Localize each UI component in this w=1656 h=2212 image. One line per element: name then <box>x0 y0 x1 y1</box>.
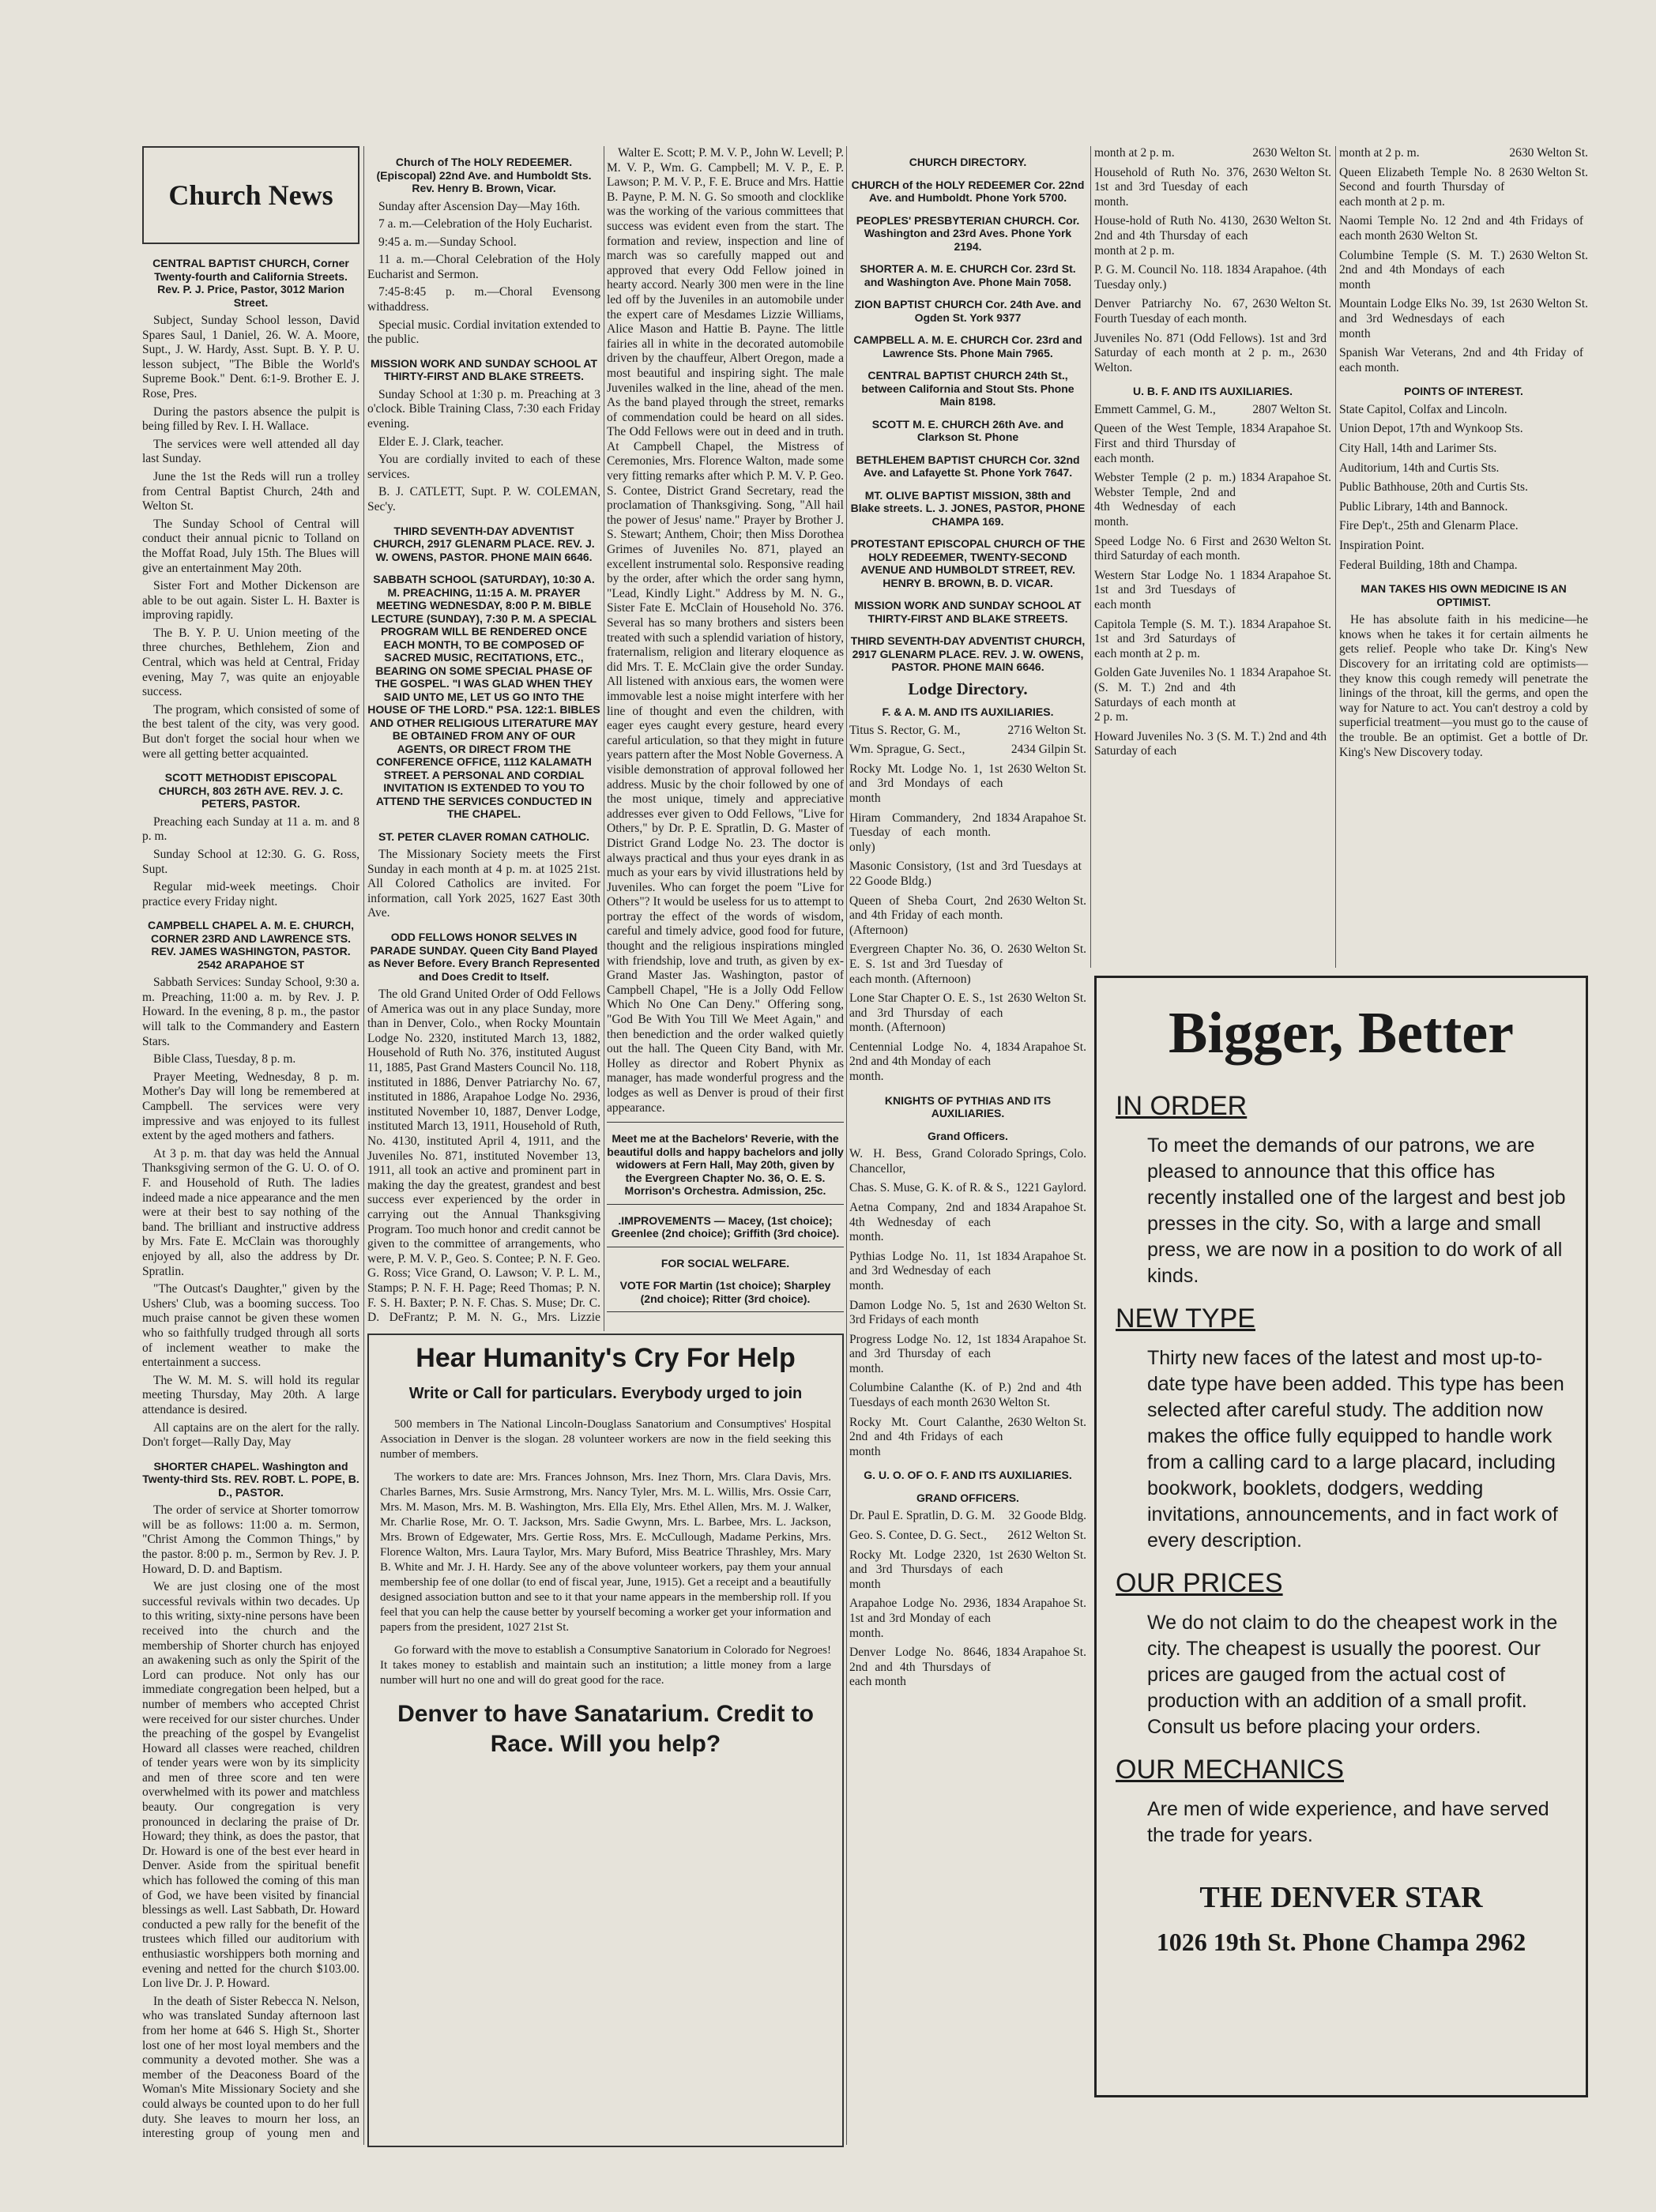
article-heading: PEOPLES' PRESBYTERIAN CHURCH. Cor. Washington and 23rd Aves. Phone York 2194. <box>856 213 1080 253</box>
entry-address: 2807 Welton St. <box>1252 402 1331 416</box>
column-rule <box>1335 146 1336 968</box>
article-heading: MT. OLIVE BAPTIST MISSION, 38th and Blake streets. L. J. JONES, PASTOR, PHONE CHAMPA 169. <box>850 488 1086 528</box>
entry-address: Colorado Springs, Colo. <box>967 1147 1086 1161</box>
entry-name: Hiram Commandery, 2nd Tuesday of each month. only) <box>849 811 992 854</box>
article-heading: SHORTER A. M. E. CHURCH Cor. 23rd St. and Washington Ave. Phone Main 7058. <box>860 262 1076 288</box>
directory-entry <box>1094 263 1331 292</box>
article-paragraph: 11 a. m.—Choral Celebration of the Holy Eucharist and Sermon. <box>367 253 600 281</box>
entry-address: 2630 Welton St. <box>1007 1298 1086 1312</box>
article-paragraph: Preaching each Sunday at 11 a. m. and 8 p. m. <box>142 814 359 844</box>
entry-address <box>1327 263 1331 292</box>
entry-address: 1834 Arapahoe St. <box>995 1646 1086 1660</box>
article-paragraph: The Sunday School of Central will conduct their annual picnic to Tolland on the Moffat Road, July 15th. The Blues will give an entertainment May 20th. <box>142 517 359 575</box>
ad-section-heading: OUR PRICES <box>1116 1568 1283 1598</box>
entry-address <box>1583 442 1588 457</box>
entry-name: Rocky Mt. Lodge 2320, 1st and 3rd Thursdays of each month <box>849 1548 1003 1591</box>
entry-name: Speed Lodge No. 6 First and third Saturday of each month. <box>1094 534 1248 563</box>
directory-entry <box>849 1299 1086 1328</box>
directory-entry <box>849 811 1086 856</box>
directory-entry <box>1094 569 1331 613</box>
entry-name: Inspiration Point. <box>1339 538 1425 552</box>
notice-text: VOTE FOR Martin (1st choice); Sharpley (2nd choice); Ritter (3rd choice). <box>619 1279 831 1305</box>
directory-entry <box>1339 166 1588 210</box>
column-1 <box>142 146 359 2141</box>
article-paragraph: Sunday School at 1:30 p. m. Preaching at 3 o'clock. Bible Training Class, 7:30 each Friday evening. <box>367 387 600 431</box>
column-4 <box>849 146 1086 2137</box>
entry-address <box>1583 559 1588 574</box>
column-rule <box>363 146 364 2145</box>
entry-address: 1834 Arapahoe St. <box>995 1332 1086 1346</box>
entry-name: Western Star Lodge No. 1 1st and 3rd Tuesdays of each month <box>1094 568 1236 611</box>
directory-entry <box>1339 480 1588 495</box>
article-heading: U. B. F. AND ITS AUXILIARIES. <box>1133 385 1293 398</box>
entry-address <box>1583 519 1588 534</box>
entry-name: Household of Ruth No. 376, 1st and 3rd Tuesday of each month. <box>1094 165 1248 209</box>
directory-entry <box>849 1040 1086 1085</box>
entry-address: 1834 Arapahoe St. <box>995 1249 1086 1263</box>
article-paragraph: B. J. CATLETT, Supt. P. W. COLEMAN, Sec'y. <box>367 485 600 514</box>
entry-address <box>1327 332 1331 376</box>
entry-name: Federal Building, 18th and Champa. <box>1339 558 1518 572</box>
article-heading: BETHLEHEM BAPTIST CHURCH Cor. 32nd Ave. and Lafayette St. Phone York 7647. <box>856 453 1080 479</box>
entry-name: Public Library, 14th and Bannock. <box>1339 499 1508 514</box>
entry-name: Howard Juveniles No. 3 (S. M. T.) 2nd and 4th Saturday of each <box>1094 729 1327 758</box>
ad-section-text: Thirty new faces of the latest and most up-to-date type have been added. This type has been selected after careful study. The addition now makes the office fully equipped to handle work from a calling card to a large placard, including bookwork, booklets, dodgers, wedding invitations, announcements, and in fact work of every description. <box>1147 1347 1564 1552</box>
entry-address: 2630 Welton St. <box>1007 1415 1086 1429</box>
entry-name: Columbine Temple (S. M. T.) 2nd and 4th Mondays of each month <box>1339 248 1505 292</box>
article-heading: GRAND OFFICERS. <box>916 1491 1019 1504</box>
article-heading: FOR SOCIAL WELFARE. <box>661 1256 790 1270</box>
directory-entry <box>1339 146 1588 161</box>
directory-entry <box>849 762 1086 807</box>
entry-address <box>1583 422 1588 437</box>
directory-entry <box>849 860 1086 889</box>
entry-name: month at 2 p. m. <box>1094 146 1175 160</box>
article-paragraph: At 3 p. m. that day was held the Annual Thanksgiving sermon of the G. U. O. of O. F. and Household of Ruth. The ladies indeed made a nice appearance and the men were at their best to say nothing of the band. The brilliant and instructive address by Mrs. Fate E. McClain was thoroughly enjoyed by all, also the address by Dr. Spratlin. <box>142 1146 359 1278</box>
ad-section-text: We do not claim to do the cheapest work in the city. The cheapest is usually the poorest. Our prices are gauged from the actual cost of production with an addition of a small profit. Consult us before placing your orders. <box>1147 1612 1558 1738</box>
lodge-directory <box>849 705 1086 1690</box>
directory-entry <box>849 1381 1086 1410</box>
entry-address: 2630 Welton St. <box>1007 893 1086 908</box>
entry-name: Rocky Mt. Lodge No. 1, 1st and 3rd Mondays of each month <box>849 762 1003 805</box>
notice-text: Meet me at the Bachelors' Reverie, with the beautiful dolls and happy bachelors and jolly widowers at Fern Hall, May 20th, given by the Evergreen Chapter No. 36, O. E. S. Morrison's Orchestra. Admission, 25c. <box>607 1132 844 1198</box>
entry-address: 2630 Welton St. <box>1252 534 1331 548</box>
sanatorium-paragraph: The workers to date are: Mrs. Frances Johnson, Mrs. Inez Thorn, Mrs. Clara Davis, Mrs. Charles Barnes, Mrs. Susie Armstrong, Mrs. Nancy Tyler, Mrs. M. L. Willis, Mrs. Ossie Carr, Mrs. M. Mason, Mrs. M. B. Washington, Mrs. Ella Ely, Mrs. Ethel Allen, Mrs. M. J. Walker, Mr. Charlie Rose, Mr. O. T. Jackson, Mrs. Sadie Gwynn, Mrs. L. Barbee, Mrs. L. Jackson, Mrs. Brown of Edgewater, Mrs. Gertie Ross, Mrs. E. McCullough, Madame Perkins, Mrs. Florence Walton, Mrs. Laura Taylor, Mrs. Mary Buford, Miss Beatrice Thrashley, Mrs. Mary B. White and Mr. J. H. Hardy. See any of the above volunteer workers, pay them your annual membership fee of one dollar (to end of fiscal year, June, 1915). Get a receipt and a beautifully designed association button and see to it that your name appears in the membership roll. If you feel that you can help the cause better by yourself becoming a worker get your information and papers from the president, 1027 21st St. <box>380 1471 831 1634</box>
article-heading <box>607 1322 844 1323</box>
entry-name: Titus S. Rector, G. M., <box>849 723 961 737</box>
directory-entry <box>1339 346 1588 375</box>
denver-star-advertisement <box>1094 976 1588 2097</box>
entry-address: 1834 Arapahoe St. <box>995 1200 1086 1214</box>
lodge-directory-title: Lodge Directory. <box>908 679 1028 698</box>
entry-name: Pythias Lodge No. 11, 1st and 3rd Wednesday of each month. <box>849 1249 992 1292</box>
article-paragraph: Sunday School at 12:30. G. G. Ross, Supt. <box>142 847 359 876</box>
article-paragraph: "The Outcast's Daughter," given by the Ushers' Club, was a booming success. Too much praise cannot be given these women who so faithfully trudged through all sorts of inclement weather to make the entertainment a success. <box>142 1282 359 1370</box>
entry-name: State Capitol, Colfax and Lincoln. <box>1339 402 1507 416</box>
entry-name: Progress Lodge No. 12, 1st and 3rd Thursday of each month. <box>849 1332 992 1375</box>
section-title: Church News <box>168 179 333 211</box>
article-heading: CENTRAL BAPTIST CHURCH, Corner Twenty-fourth and California Streets. Rev. P. J. Price, Pastor, 3012 Marion Street. <box>152 257 349 309</box>
entry-name: Wm. Sprague, G. Sect., <box>849 743 965 757</box>
ad-section-heading: OUR MECHANICS <box>1116 1755 1345 1785</box>
article-heading: ZION BAPTIST CHURCH Cor. 24th Ave. and Ogden St. York 9377 <box>854 298 1082 324</box>
article-paragraph: Sunday after Ascension Day—May 16th. <box>378 199 581 213</box>
article-paragraph: June the 1st the Reds will run a trolley from Central Baptist Church, 24th and Welton St. <box>142 469 359 514</box>
article-paragraph: The B. Y. P. U. Union meeting of the three churches, Bethlehem, Zion and Central, which was held at Central, Friday evening, May 7, was quite an enjoyable success. <box>142 626 359 699</box>
article-heading: CAMPBELL A. M. E. CHURCH Cor. 23rd and Lawrence Sts. Phone Main 7965. <box>853 333 1082 359</box>
sanatorium-footer: Denver to have Sanatarium. Credit to Race. Will you help? <box>397 1701 814 1757</box>
entry-address: 2630 Welton St. <box>1509 248 1588 262</box>
article-paragraph: The W. M. M. S. will hold its regular meeting Thursday, May 20th. A large attendance is desired. <box>142 1373 359 1416</box>
article-paragraph: He has absolute faith in his medicine—he knows when he takes it for certain ailments he gets relief. People who take Dr. King's New Discovery for an irritating cold are optimists—they know this cough remedy will penetrate the linings of the throat, kill the germs, and open the way for Nature to act. You can't destroy a cold by superficial treatment—you must go to the cause of the trouble. Be an optimist. Get a bottle of Dr. King's New Discovery today. <box>1339 613 1588 759</box>
directory-entry <box>1339 461 1588 476</box>
entry-name: Evergreen Chapter No. 36, O. E. S. 1st and 3rd Tuesday of each month. (Afternoon) <box>849 942 1003 986</box>
article-heading: MISSION WORK AND SUNDAY SCHOOL AT THIRTY-FIRST AND BLAKE STREETS. <box>370 356 598 383</box>
entry-name: Spanish War Veterans, 2nd and 4th Friday of each month. <box>1339 346 1583 374</box>
entry-address: 2630 Welton St. <box>1007 942 1086 957</box>
entry-name: Public Bathhouse, 20th and Curtis Sts. <box>1339 480 1528 495</box>
entry-address: 2630 Welton St. <box>1007 1548 1086 1562</box>
entry-name: Arapahoe Lodge No. 2936, 1st and 3rd Monday of each month. <box>849 1597 992 1640</box>
entry-name: Queen Elizabeth Temple No. 8 Second and fourth Thursday of each month at 2 p. m. <box>1339 165 1505 209</box>
divider <box>607 1122 844 1123</box>
ad-section-heading: IN ORDER <box>1116 1091 1248 1121</box>
entry-address: 2630 Welton St. <box>1252 165 1331 179</box>
directory-entry <box>849 1416 1086 1460</box>
article-paragraph: We are just closing one of the most successful revivals within two decades. Up to this writing, sixty-nine persons have been received into the church and the membership of Shorter church has enjoyed an awakening such as only the Spirit of the Lord can produce. Not only has our immediate congregation been helped, but a number of members who accepted Christ were received for our sister churches. Under the preaching of the gospel by Evangelist Howard all classes were reached, children of tender years were won by its simplicity and men of three score and ten were overwhelmed with its power and matchless beauty. Our congregation is very pronounced in declaring the praise of Dr. Howard; they think, as does the pastor, that Dr. Howard is one of the best ever heard in Denver. Aside from the spiritual benefit which has followed the coming of this man of God, we have been visited by financial blessings as well. Last Sabbath, Dr. Howard conducted a pew rally for the benefit of the trustees which filled our auditorium with enthusiastic worshippers both morning and evening and netted for the church $103.00. Lon live Dr. J. P. Howard. <box>142 1580 359 1991</box>
entry-address <box>1082 1381 1086 1410</box>
entry-name: Mountain Lodge Elks No. 39, 1st and 3rd Wednesdays of each month <box>1339 297 1505 340</box>
article-heading: MAN TAKES HIS OWN MEDICINE IS AN OPTIMIST. <box>1361 582 1567 608</box>
article-paragraph: Sabbath Services: Sunday School, 9:30 a. m. Preaching, 11:00 a. m. by Rev. J. P. Howard. In the evening, 8 p. m., the pastor will talk to the Commandery and Eastern Stars. <box>142 976 359 1048</box>
column-3 <box>607 146 844 1323</box>
entry-name: Emmett Cammel, G. M., <box>1094 402 1216 416</box>
article-heading: SCOTT M. E. CHURCH 26th Ave. and Clarkson St. Phone <box>871 417 1064 443</box>
column-5-content <box>1094 146 1331 759</box>
entry-address: 2630 Welton St. <box>1509 146 1588 160</box>
ad-section-heading: NEW TYPE <box>1116 1304 1255 1334</box>
column-rule <box>1090 146 1091 968</box>
article-heading: ST. PETER CLAVER ROMAN CATHOLIC. <box>378 830 590 843</box>
entry-name: Masonic Consistory, (1st and 3rd Tuesdays at 22 Goode Bldg.) <box>849 860 1082 888</box>
directory-entry <box>1339 539 1588 554</box>
directory-entry <box>849 1529 1086 1544</box>
directory-entry <box>1094 146 1331 161</box>
column-6-content <box>1339 146 1588 760</box>
entry-name: month at 2 p. m. <box>1339 146 1420 160</box>
directory-entry <box>1094 618 1331 662</box>
sanatorium-advertisement <box>367 1334 844 2147</box>
entry-name: Auditorium, 14th and Curtis Sts. <box>1339 461 1500 475</box>
article-paragraph: Walter E. Scott; P. M. V. P., John W. Levell; P. M. V. P., Wm. G. Campbell; M. V. P., E. P. Lawson; P. M. V. P., F. E. Bruce and Mrs. Hattie B. Payne, P. M. N. G. So smooth and clocklike was the working of the various committees that success was evident even from the start. The formation and review, inspection and line of march was so carefully mapped out and approved that every Odd Fellow joined in hearty accord. Nearly 300 men were in the line led off by the Juveniles in an automobile under the expert care of Mesdames Lizzie Williams, Alice Mason and Hattie B. Payne. The little fairies all in white in the decorated automobile driven by the chauffeur, Albert Oregon, made a most beautiful and inspiring sight. The male Juveniles walked in the line, ahead of the men. As the band played through the street, remarks of commendation could be heard on all sides. The Odd Fellows were out in deed and in truth. At Campbell Chapel, the Mistress of Ceremonies, Mrs. Florence Walton, made some very fitting remarks after which P. M. V. P. Geo. S. Contee, District Grand Secretary, read the proclamation of Thanksgiving. Song, "All hail the power of Jesus' name." Prayer by Brother J. S. Stewart; Anthem, Choir; then Miss Dorothea Grimes of Juveniles No. 871, played an excellent instrumental solo. Responsive reading by the order, after which the order sang hymn, "Lead, Kindly Light." Address by M. N. G., Sister Fate E. McClain of Household No. 376. Several has so many brothers and sisters been treated with such a splendid variation of history, fraternalism, religion and literary eloquence as did Mrs. T. E. McClain give the order Sunday. All listened with anxious ears, the women were immovable lest a noise might interfere with her line of thought and even the children, with eager eyes caught every gesture, heard every careful articulation, so that they might in future years pattern after the Most Noble Governess. A visible demonstration of approval followed her address. Music by the choir followed by one of the most unique, timely and appreciative addresses ever given to Odd Fellows, "Live for Others," by Dr. P. E. Spratlin, D. G. Master of District Grand Lodge No. 23. The doctor is always practical and thus your eyes drank in as much as your ears by vivid illustrations held by Juveniles. Who can forget the poem "Live for Others"? It would be useless for us to attempt to portray the effect of the words of wisdom, careful and timely advice, good food for future, thought and the religious inspirations mingled with friendship, love and truth, as given by ex-Grand Master Jas. Washington, pastor of Campbell Chapel, "He is a Jolly Odd Fellow Which No One Can Deny." Offering song, "God Be With You Till We Meet Again," and then benediction and the order walked quietly out the hall. The Queen City Band, with Mr. Holley as director and Robert Phynix as manager, has made wonderful progress and the lodges as well as Denver is proud of their first appearance. <box>607 146 844 1115</box>
article-heading: F. & A. M. AND ITS AUXILIARIES. <box>882 705 1054 719</box>
entry-name: Denver Lodge No. 8646, 2nd and 4th Thursdays of each month <box>849 1646 992 1689</box>
article-paragraph: Sister Fort and Mother Dickenson are able to be out again. Sister L. H. Baxter is improving rapidly. <box>142 579 359 623</box>
directory-entry <box>849 1250 1086 1294</box>
entry-name: Juveniles No. 871 (Odd Fellows). 1st and 3rd Saturday of each month at 2 p. m., 2630 Welton. <box>1094 331 1327 374</box>
section-title-box <box>142 146 359 244</box>
directory-entry <box>1339 214 1588 243</box>
directory-entry <box>849 1509 1086 1524</box>
entry-name: Damon Lodge No. 5, 1st and 3rd Fridays of each month <box>849 1298 1003 1327</box>
directory-entry <box>1094 403 1331 418</box>
entry-address <box>1583 403 1588 418</box>
entry-name: Centennial Lodge No. 4, 2nd and 4th Monday of each month. <box>849 1040 992 1084</box>
entry-address: 32 Goode Bldg. <box>1008 1509 1086 1523</box>
entry-address <box>1082 860 1086 889</box>
entry-name: Dr. Paul E. Spratlin, D. G. M. <box>849 1509 995 1523</box>
article-heading: CHURCH of the HOLY REDEEMER Cor. 22nd Ave. and Humboldt. Phone York 5700. <box>851 178 1085 204</box>
entry-name: Denver Patriarchy No. 67, Fourth Tuesday of each month. <box>1094 297 1248 325</box>
directory-entry <box>1339 559 1588 574</box>
entry-address: 1834 Arapahoe St. <box>995 1597 1086 1611</box>
article-paragraph: 7:45-8:45 p. m.—Choral Evensong withaddress. <box>367 285 600 314</box>
entry-name: Golden Gate Juveniles No. 1 (S. M. T.) 2nd and 4th Saturdays of each month at 2 p. m. <box>1094 666 1236 724</box>
entry-address: 2630 Welton St. <box>1252 297 1331 311</box>
entry-address: 1221 Gaylord. <box>1015 1181 1086 1195</box>
entry-name: Queen of Sheba Court, 2nd and 4th Friday of each month. (Afternoon) <box>849 893 1003 937</box>
entry-address: 2630 Welton St. <box>1252 214 1331 228</box>
notice-text: .IMPROVEMENTS — Macey, (1st choice); Greenlee (2nd choice); Griffith (3rd choice). <box>611 1213 840 1240</box>
divider <box>607 1311 844 1312</box>
ad-section-text: Are men of wide experience, and have served the trade for years. <box>1147 1798 1549 1846</box>
entry-name: Chas. S. Muse, G. K. of R. & S., <box>849 1181 1010 1195</box>
directory-entry <box>1339 249 1588 293</box>
entry-address: 2716 Welton St. <box>1007 723 1086 737</box>
directory-entry <box>1339 519 1588 534</box>
column-rule <box>846 146 847 2145</box>
entry-address: 1834 Arapahoe St. <box>995 811 1086 825</box>
entry-name: Geo. S. Contee, D. G. Sect., <box>849 1529 987 1543</box>
entry-name: Lone Star Chapter O. E. S., 1st and 3rd Thursday of each month. (Afternoon) <box>849 991 1003 1035</box>
article-heading: PROTESTANT EPISCOPAL CHURCH OF THE HOLY REDEEMER, TWENTY-SECOND AVENUE AND HUMBOLDT STREET, REV. HENRY B. BROWN, B. D. VICAR. <box>850 537 1086 589</box>
article-heading: SABBATH SCHOOL (SATURDAY), 10:30 A. M. PREACHING, 11:15 A. M. PRAYER MEETING WEDNESDAY, 8:00 P. M. BIBLE LECTURE (SUNDAY), 7:30 P. M. A SPECIAL PROGRAM WILL BE RENDERED ONCE EACH MONTH, TO BE COMPOSED OF SACRED MUSIC, RECITATIONS, ETC., BEARING ON SOME SPECIAL PHASE OF THE GOSPEL. "I WAS GLAD WHEN THEY SAID UNTO ME, LET US GO INTO THE HOUSE OF THE LORD." PSA. 122:1. BIBLES AND OTHER RELIGIOUS LITERATURE MAY BE OBTAINED FROM ANY OF OUR AGENTS, OR DIRECT FROM THE CONFERENCE OFFICE, 1112 KALAMATH STREET. A PERSONAL AND CORDIAL INVITATION IS EXTENDED TO YOU TO ATTEND THE SERVICES CONDUCTED IN THE CHAPEL. <box>367 573 600 821</box>
entry-address: 1834 Arapahoe St. <box>995 1040 1086 1054</box>
entry-name: Capitola Temple (S. M. T.). 1st and 3rd Saturdays of each month at 2 p. m. <box>1094 617 1236 660</box>
article-heading: SHORTER CHAPEL. Washington and Twenty-third Sts. REV. ROBT. L. POPE, B. D., PASTOR. <box>142 1459 359 1499</box>
directory-entry <box>849 743 1086 758</box>
article-paragraph: Prayer Meeting, Wednesday, 8 p. m. Mother's Day will long be remembered at Campbell. The services were very impressive and was enjoyed to its fullest extent by the aged mothers and fathers. <box>142 1070 359 1143</box>
directory-entry <box>849 894 1086 939</box>
article-heading: KNIGHTS OF PYTHIAS AND ITS AUXILIARIES. <box>884 1093 1052 1120</box>
directory-entry <box>1094 666 1331 724</box>
divider <box>607 1204 844 1205</box>
directory-entry <box>849 724 1086 739</box>
article-heading: CHURCH DIRECTORY. <box>909 156 1027 168</box>
article-paragraph: Regular mid-week meetings. Choir practice every Friday night. <box>142 880 359 908</box>
entry-address: 1834 Arapahoe St. <box>1240 617 1331 631</box>
entry-address <box>1583 214 1588 243</box>
entry-address: 2434 Gilpin St. <box>1011 743 1086 757</box>
entry-address <box>1583 480 1588 495</box>
article-paragraph: All captains are on the alert for the rally. Don't forget—Rally Day, May <box>142 1420 359 1450</box>
publisher-address: 1026 19th St. Phone Champa 2962 <box>1156 1928 1526 1956</box>
article-paragraph: 9:45 a. m.—Sunday School. <box>378 235 517 249</box>
directory-entry <box>849 1147 1086 1176</box>
entry-address: 1834 Arapahoe St. <box>1240 666 1331 680</box>
article-paragraph: The order of service at Shorter tomorrow will be as follows: 11:00 a. m. Sermon, "Christ Among the Common Things," by the pastor. 8:00 p. m., Sermon by Rev. J. P. Howard, D. D. and Baptism. <box>142 1503 359 1576</box>
column-6 <box>1339 146 1588 960</box>
directory-entry <box>1339 403 1588 418</box>
article-paragraph: The old Grand United Order of Odd Fellows of America was out in any place Sunday, more than in Denver, Colo., when Rocky Mountain Lodge No. 2320, instituted March 13, 1882, Household of Ruth No. 376, instituted August 11, 1885, Past Grand Masters Council No. 118, instituted in 1886, Denver Patriarchy No. 67, instituted in 1886, Arapahoe Lodge No. 2936, instituted November 10, 1887, Denver Lodge, instituted March 13, 1911, Household of Ruth, No. 4130, instituted April 4, 1911, and the Juveniles No. 871, instituted November 13, 1911, all took an active and prominent part in making the day the greatest, grandest and best success ever experienced by the order in carrying out the Annual Thanksgiving Program. Too much honor and credit cannot be given to the committee of arrangements, who were, P. M. V. P., Geo. S. Contee; P. N. F. Geo. G. Ross; Vice Grand, O. Lawson; V. P. L. M., Stamps; P. N. F. H. Page; Reed Thomas; P. N. F. S. H. Baxter; P. N. F. Chas. S. Muse; Dr. C. D. DeFrantz; P. M. N. G., Mrs. Lizzie <box>367 988 600 1323</box>
entry-address <box>1583 539 1588 554</box>
directory-entry <box>1094 730 1331 759</box>
article-paragraph: 7 a. m.—Celebration of the Holy Eucharist. <box>378 217 593 231</box>
entry-address: 1834 Arapahoe St. <box>1240 568 1331 582</box>
article-paragraph: Subject, Sunday School lesson, David Spares Saul, 1 Daniel, 26. W. A. Moore, Supt., J. W. Hardy, Asst. Supt. B. Y. P. U. lesson subject, "The Bible the World's Supreme Book." Dent. 6:1-9. Brother E. J. Rose, Pres. <box>142 314 359 401</box>
article-paragraph: Special music. Cordial invitation extended to the public. <box>367 318 600 347</box>
entry-name: Union Depot, 17th and Wynkoop Sts. <box>1339 422 1523 436</box>
article-paragraph: During the pastors absence the pulpit is being filled by Rev. I. H. Wallace. <box>142 404 359 434</box>
directory-entry <box>849 1201 1086 1245</box>
column-2 <box>367 146 600 1323</box>
directory-entry <box>849 1597 1086 1641</box>
publisher-name: THE DENVER STAR <box>1199 1881 1483 1914</box>
column-1-content <box>142 257 359 2141</box>
entry-address: 1834 Arapahoe St. <box>1240 471 1331 485</box>
directory-entry <box>1339 442 1588 457</box>
entry-address: 2630 Welton St. <box>1007 991 1086 1006</box>
column-2-content <box>367 156 600 1323</box>
directory-entry <box>849 1333 1086 1377</box>
entry-address: 2630 Welton St. <box>1509 165 1588 179</box>
entry-name: W. H. Bess, Grand Chancellor, <box>849 1147 963 1176</box>
entry-name: Naomi Temple No. 12 2nd and 4th Fridays of each month 2630 Welton St. <box>1339 214 1583 243</box>
directory-entry <box>1094 214 1331 258</box>
directory-entry <box>849 1181 1086 1196</box>
article-paragraph: The program, which consisted of some of the best talent of the city, was very good. But don't forget the social hour when we were all getting better acquainted. <box>142 702 359 761</box>
article-paragraph: You are cordially invited to each of these services. <box>367 453 600 481</box>
entry-address: 1834 Arapahoe St. <box>1240 422 1331 436</box>
entry-address: 2630 Welton St. <box>1509 297 1588 311</box>
entry-address <box>1583 346 1588 375</box>
article-paragraph: In the death of Sister Rebecca N. Nelson, who was translated Sunday afternoon last from her home at 646 S. High St., Shorter lost one of her most loyal members and the community a devoted mother. She was a member of the Deaconess Board of the Woman's Mite Missionary Society and she could always be counted upon to do her full duty. She leaves to mourn her loss, an interesting group of young men and <box>142 1994 359 2141</box>
article-heading: THIRD SEVENTH-DAY ADVENTIST CHURCH, 2917 GLENARM PLACE. REV. J. W. OWENS, PASTOR. PHONE MAIN 6646. <box>373 524 595 563</box>
entry-name: Rocky Mt. Court Calanthe, 2nd and 4th Fridays of each month <box>849 1415 1003 1458</box>
ad-headline: Bigger, Better <box>1169 1001 1514 1066</box>
sanatorium-subhead: Write or Call for particulars. Everybody urged to join <box>408 1385 803 1402</box>
entry-name: City Hall, 14th and Larimer Sts. <box>1339 442 1497 455</box>
directory-entry <box>1094 332 1331 376</box>
directory-entry <box>1094 297 1331 326</box>
entry-name: Webster Temple (2 p. m.) Webster Temple, 2nd and 4th Wednesday of each month. <box>1094 471 1236 529</box>
entry-name: Queen of the West Temple, First and third Thursday of each month. <box>1094 422 1236 465</box>
article-paragraph: Elder E. J. Clark, teacher. <box>378 434 504 449</box>
article-heading: MISSION WORK AND SUNDAY SCHOOL AT THIRTY-FIRST AND BLAKE STREETS. <box>854 599 1082 625</box>
directory-entry <box>849 942 1086 987</box>
entry-address: 2630 Welton St. <box>1252 146 1331 160</box>
sanatorium-headline: Hear Humanity's Cry For Help <box>416 1343 796 1373</box>
article-heading: POINTS OF INTEREST. <box>1404 385 1523 398</box>
article-paragraph: The Missionary Society meets the First Sunday in each month at 4 p. m. at 1025 21st. All Colored Catholics are invited. For information, call York 2025, 1627 East 30th Ave. <box>367 848 600 920</box>
article-heading: Church of The HOLY REDEEMER. (Episcopal) 22nd Ave. and Humboldt Sts. Rev. Henry B. Brown, Vicar. <box>376 156 592 194</box>
church-directory <box>849 156 1086 674</box>
article-heading: SCOTT METHODIST EPISCOPAL CHURCH, 803 26TH AVE. REV. J. C. PETERS, PASTOR. <box>158 771 344 811</box>
ad-section-text: To meet the demands of our patrons, we are pleased to announce that this office has recently installed one of the largest and best job presses in the city. So, with a large and small press, we are now in a position to do work of all kinds. <box>1147 1134 1566 1287</box>
entry-name: House-hold of Ruth No. 4130, 2nd and 4th Thursday of each month at 2 p. m. <box>1094 214 1248 258</box>
article-heading: CAMPBELL CHAPEL A. M. E. CHURCH, CORNER 23RD AND LAWRENCE STS. REV. JAMES WASHINGTON, PASTOR. 2542 ARAPAHOE ST <box>147 919 355 971</box>
entry-name: P. G. M. Council No. 118. 1834 Arapahoe. (4th Tuesday only.) <box>1094 263 1327 292</box>
column-5 <box>1094 146 1331 960</box>
article-heading: Grand Officers. <box>928 1129 1008 1142</box>
directory-entry <box>1094 422 1331 466</box>
entry-address <box>1583 500 1588 515</box>
directory-entry <box>849 991 1086 1036</box>
article-heading: G. U. O. OF O. F. AND ITS AUXILIARIES. <box>864 1469 1072 1482</box>
sanatorium-paragraph: 500 members in The National Lincoln-Douglass Sanatorium and Consumptives' Hospital Association in Denver is the slogan. 28 volunteer workers are now in the field seeking this number of members. <box>380 1418 831 1461</box>
directory-entry <box>849 1646 1086 1690</box>
entry-address: 2630 Welton St. <box>1007 762 1086 776</box>
directory-entry <box>1339 422 1588 437</box>
article-heading: ODD FELLOWS HONOR SELVES IN PARADE SUNDAY. Queen City Band Played as Never Before. Every Branch Represented and Does Credit to Itself. <box>367 931 600 983</box>
directory-entry <box>1339 297 1588 341</box>
directory-entry <box>1094 535 1331 564</box>
entry-address <box>1583 461 1588 476</box>
article-paragraph: The services were well attended all day last Sunday. <box>142 437 359 466</box>
column-3-content <box>607 146 844 1323</box>
article-paragraph: Bible Class, Tuesday, 8 p. m. <box>153 1052 296 1066</box>
sanatorium-paragraph: Go forward with the move to establish a Consumptive Sanatorium in Colorado for Negroes! It takes money to establish and maintain such an institution; a little money from a large number will hurt no one and will do great good for the race. <box>380 1644 831 1687</box>
entry-name: Columbine Calanthe (K. of P.) 2nd and 4th Tuesdays of each month 2630 Welton St. <box>849 1381 1082 1410</box>
entry-address: 2612 Welton St. <box>1007 1529 1086 1543</box>
article-heading: CENTRAL BAPTIST CHURCH 24th St., between California and Stout Sts. Phone Main 8198. <box>861 369 1075 408</box>
directory-entry <box>1094 166 1331 210</box>
entry-address <box>1327 730 1331 759</box>
entry-name: Aetna Company, 2nd and 4th Wednesday of each month. <box>849 1200 992 1244</box>
directory-entry <box>1339 500 1588 515</box>
directory-entry <box>1094 471 1331 529</box>
entry-name: Fire Dep't., 25th and Glenarm Place. <box>1339 519 1519 533</box>
article-heading: THIRD SEVENTH-DAY ADVENTIST CHURCH, 2917 GLENARM PLACE. REV. J. W. OWENS, PASTOR. PHONE MAIN 6646. <box>850 634 1086 673</box>
directory-entry <box>849 1548 1086 1593</box>
